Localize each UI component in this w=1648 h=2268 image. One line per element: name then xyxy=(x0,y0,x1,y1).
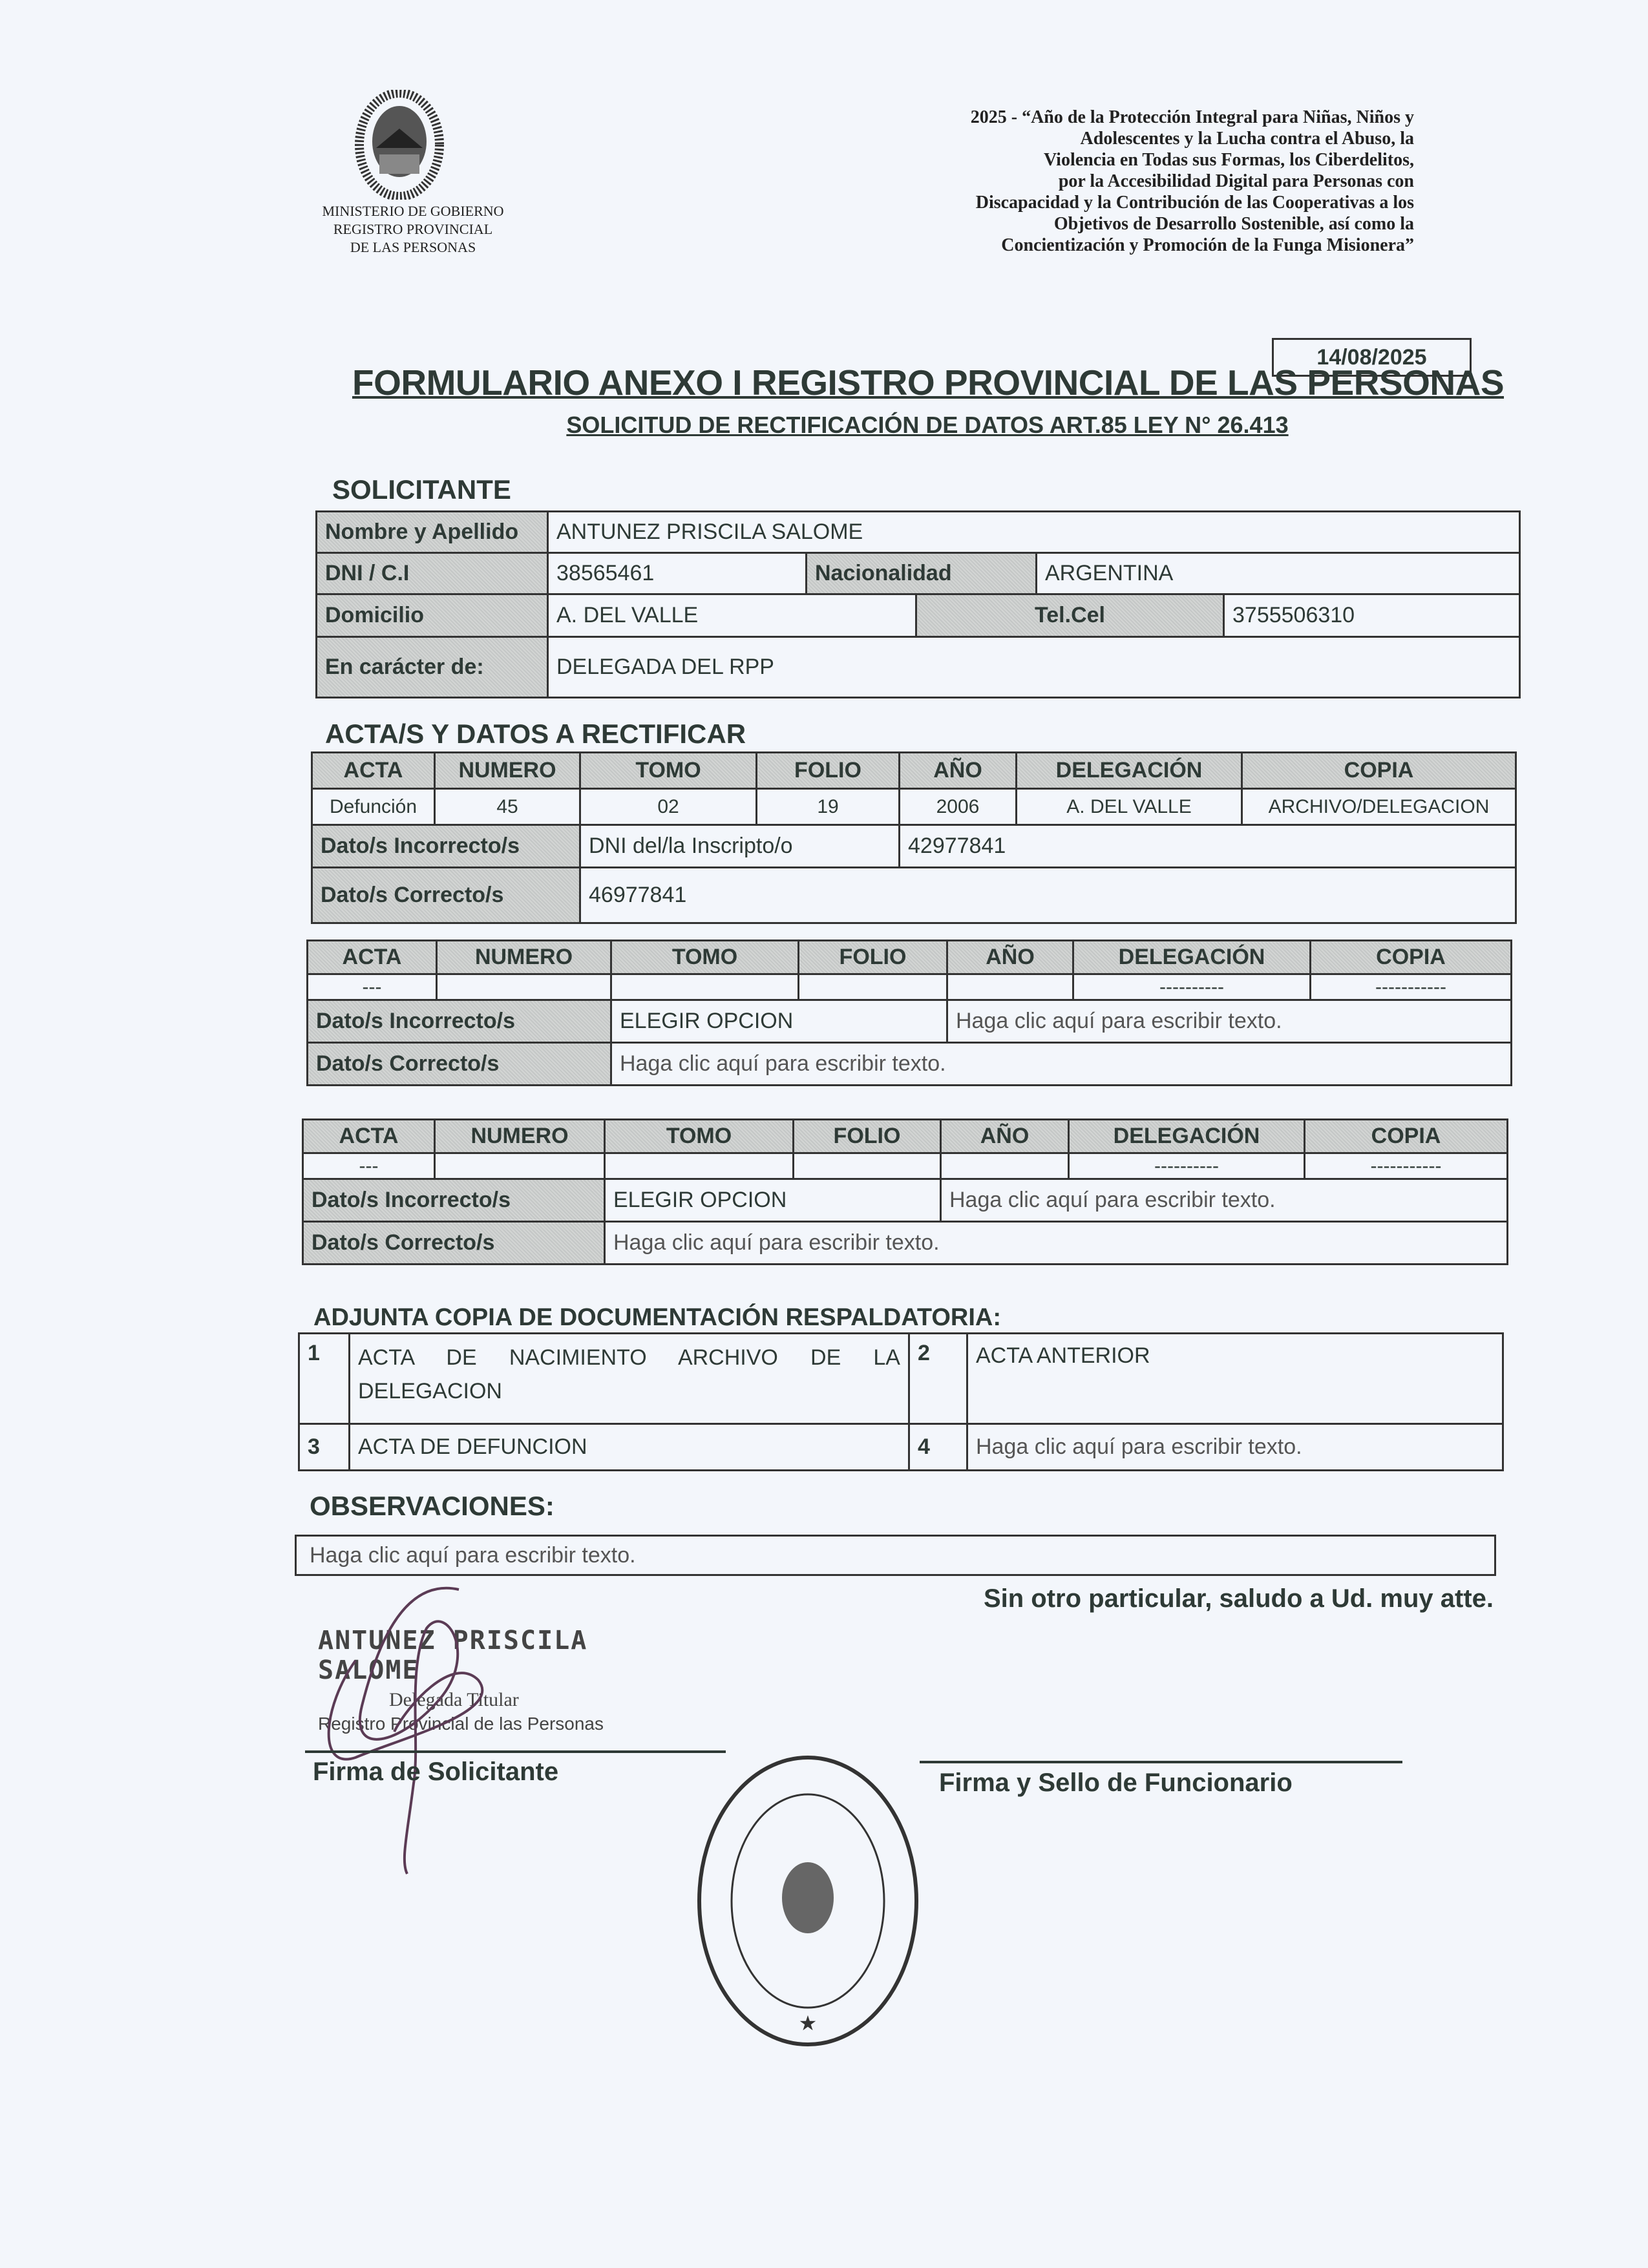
ministry-name xyxy=(306,202,520,257)
acta-field[interactable]: Defunción xyxy=(312,789,435,825)
col-folio: FOLIO xyxy=(794,1120,941,1153)
col-delegacion: DELEGACIÓN xyxy=(1017,753,1242,789)
incorrect-label: Dato/s Incorrecto/s xyxy=(303,1179,605,1222)
svg-text:★: ★ xyxy=(798,2011,818,2035)
tomo-field[interactable]: 02 xyxy=(580,789,757,825)
acta-block-2 xyxy=(306,940,1512,1086)
numero-field[interactable]: 45 xyxy=(435,789,580,825)
closing-text: Sin otro particular, saludo a Ud. muy atte. xyxy=(983,1584,1494,1613)
numero-field[interactable] xyxy=(437,974,611,1000)
col-delegacion: DELEGACIÓN xyxy=(1069,1120,1305,1153)
nombre-field[interactable]: ANTUNEZ PRISCILA SALOME xyxy=(548,512,1520,553)
tel-label: Tel.Cel xyxy=(916,594,1224,637)
col-tomo: TOMO xyxy=(580,753,757,789)
dni-field[interactable]: 38565461 xyxy=(548,553,807,594)
col-copia: COPIA xyxy=(1305,1120,1508,1153)
item-text[interactable]: ACTA DE NACIMIENTO ARCHIVO DE LA DELEGACION xyxy=(350,1334,909,1424)
observaciones-heading: OBSERVACIONES: xyxy=(310,1491,555,1521)
year-motto xyxy=(703,107,1414,256)
firma-solicitante-label: Firma de Solicitante xyxy=(313,1758,559,1786)
motto-line: Concientización y Promoción de la Funga Misionera” xyxy=(1001,235,1414,255)
motto-line: Objetivos de Desarrollo Sostenible, así como la xyxy=(1053,214,1414,234)
signature-line-left xyxy=(305,1750,726,1753)
province-coat-of-arms-logo xyxy=(344,90,456,200)
incorrect-label: Dato/s Incorrecto/s xyxy=(308,1000,611,1043)
col-numero: NUMERO xyxy=(435,1120,605,1153)
col-delegacion: DELEGACIÓN xyxy=(1073,941,1311,974)
official-seal xyxy=(692,1752,924,2050)
adjunta-table xyxy=(298,1332,1504,1471)
solicitante-table xyxy=(315,510,1521,698)
delegacion-field[interactable]: ---------- xyxy=(1069,1153,1305,1179)
col-copia: COPIA xyxy=(1242,753,1516,789)
col-tomo: TOMO xyxy=(605,1120,794,1153)
col-acta: ACTA xyxy=(303,1120,435,1153)
correct-label: Dato/s Correcto/s xyxy=(312,868,580,923)
incorrect-value-field[interactable]: Haga clic aquí para escribir texto. xyxy=(947,1000,1512,1043)
dni-label: DNI / C.I xyxy=(317,553,548,594)
item-number: 1 xyxy=(299,1334,350,1424)
tomo-field[interactable] xyxy=(611,974,799,1000)
item-number: 4 xyxy=(909,1424,967,1471)
copia-field[interactable]: ----------- xyxy=(1305,1153,1508,1179)
folio-field[interactable]: 19 xyxy=(757,789,900,825)
stamp-role: Delegada Titular xyxy=(389,1689,519,1710)
col-acta: ACTA xyxy=(308,941,437,974)
anio-field[interactable] xyxy=(947,974,1073,1000)
firma-funcionario-label: Firma y Sello de Funcionario xyxy=(939,1769,1293,1797)
col-anio: AÑO xyxy=(900,753,1017,789)
ministry-line: REGISTRO PROVINCIAL xyxy=(333,221,493,237)
copia-field[interactable]: ARCHIVO/DELEGACION xyxy=(1242,789,1516,825)
col-numero: NUMERO xyxy=(435,753,580,789)
col-numero: NUMERO xyxy=(437,941,611,974)
acta-block-1 xyxy=(311,751,1517,924)
anio-field[interactable] xyxy=(941,1153,1069,1179)
item-text[interactable]: Haga clic aquí para escribir texto. xyxy=(967,1424,1503,1471)
item-number: 2 xyxy=(909,1334,967,1424)
anio-field[interactable]: 2006 xyxy=(900,789,1017,825)
stamp-org: Registro Provincial de las Personas xyxy=(318,1714,604,1734)
correct-value-field[interactable]: Haga clic aquí para escribir texto. xyxy=(611,1043,1512,1086)
signature-line-right xyxy=(920,1761,1402,1763)
acta-field[interactable]: --- xyxy=(308,974,437,1000)
stamp-name: ANTUNEZ PRISCILA SALOME xyxy=(318,1626,588,1685)
col-copia: COPIA xyxy=(1311,941,1512,974)
nombre-label: Nombre y Apellido xyxy=(317,512,548,553)
solicitante-heading: SOLICITANTE xyxy=(332,474,511,505)
acta-block-3 xyxy=(302,1118,1508,1265)
correct-value-field[interactable]: 46977841 xyxy=(580,868,1516,923)
caracter-label: En carácter de: xyxy=(317,637,548,698)
acta-field[interactable]: --- xyxy=(303,1153,435,1179)
delegacion-field[interactable]: A. DEL VALLE xyxy=(1017,789,1242,825)
incorrect-value-field[interactable]: Haga clic aquí para escribir texto. xyxy=(941,1179,1508,1222)
domicilio-label: Domicilio xyxy=(317,594,548,637)
delegacion-field[interactable]: ---------- xyxy=(1073,974,1311,1000)
incorrect-option-select[interactable]: ELEGIR OPCION xyxy=(611,1000,947,1043)
item-number: 3 xyxy=(299,1424,350,1471)
nacionalidad-label: Nacionalidad xyxy=(807,553,1037,594)
copia-field[interactable]: ----------- xyxy=(1311,974,1512,1000)
observaciones-field[interactable]: Haga clic aquí para escribir texto. xyxy=(295,1535,1496,1576)
folio-field[interactable] xyxy=(794,1153,941,1179)
col-folio: FOLIO xyxy=(799,941,947,974)
col-folio: FOLIO xyxy=(757,753,900,789)
col-anio: AÑO xyxy=(947,941,1073,974)
item-text[interactable]: ACTA ANTERIOR xyxy=(967,1334,1503,1424)
ministry-line: MINISTERIO DE GOBIERNO xyxy=(322,203,504,219)
form-title: FORMULARIO ANEXO I REGISTRO PROVINCIAL DE LAS PERSONAS xyxy=(352,362,1505,403)
form-subtitle: SOLICITUD DE RECTIFICACIÓN DE DATOS ART.85 LEY N° 26.413 xyxy=(566,412,1289,438)
motto-line: Adolescentes y la Lucha contra el Abuso, la xyxy=(1080,129,1414,149)
tel-field[interactable]: 3755506310 xyxy=(1224,594,1520,637)
motto-line: por la Accesibilidad Digital para Personas con xyxy=(1058,171,1414,191)
actas-heading: ACTA/S Y DATOS A RECTIFICAR xyxy=(325,719,746,749)
incorrect-option-select[interactable]: ELEGIR OPCION xyxy=(605,1179,941,1222)
motto-line: 2025 - “Año de la Protección Integral para Niñas, Niños y xyxy=(970,107,1414,127)
motto-line: Violencia en Todas sus Formas, los Ciberdelitos, xyxy=(1043,150,1414,170)
folio-field[interactable] xyxy=(799,974,947,1000)
date-field[interactable]: 14/08/2025 xyxy=(1272,338,1472,377)
correct-label: Dato/s Correcto/s xyxy=(303,1222,605,1265)
adjunta-heading: ADJUNTA COPIA DE DOCUMENTACIÓN RESPALDATORIA: xyxy=(313,1304,1001,1331)
numero-field[interactable] xyxy=(435,1153,605,1179)
caracter-field[interactable]: DELEGADA DEL RPP xyxy=(548,637,1520,698)
correct-label: Dato/s Correcto/s xyxy=(308,1043,611,1086)
handwritten-signature xyxy=(310,1577,543,1880)
incorrect-label: Dato/s Incorrecto/s xyxy=(312,825,580,868)
correct-value-field[interactable]: Haga clic aquí para escribir texto. xyxy=(605,1222,1508,1265)
col-tomo: TOMO xyxy=(611,941,799,974)
motto-line: Discapacidad y la Contribución de las Cooperativas a los xyxy=(975,193,1414,213)
domicilio-field[interactable]: A. DEL VALLE xyxy=(548,594,916,637)
incorrect-value-field[interactable]: 42977841 xyxy=(900,825,1516,868)
nacionalidad-field[interactable]: ARGENTINA xyxy=(1037,553,1520,594)
item-text[interactable]: ACTA DE DEFUNCION xyxy=(350,1424,909,1471)
col-anio: AÑO xyxy=(941,1120,1069,1153)
tomo-field[interactable] xyxy=(605,1153,794,1179)
col-acta: ACTA xyxy=(312,753,435,789)
incorrect-option-select[interactable]: DNI del/la Inscripto/o xyxy=(580,825,900,868)
ministry-line: DE LAS PERSONAS xyxy=(350,239,476,255)
